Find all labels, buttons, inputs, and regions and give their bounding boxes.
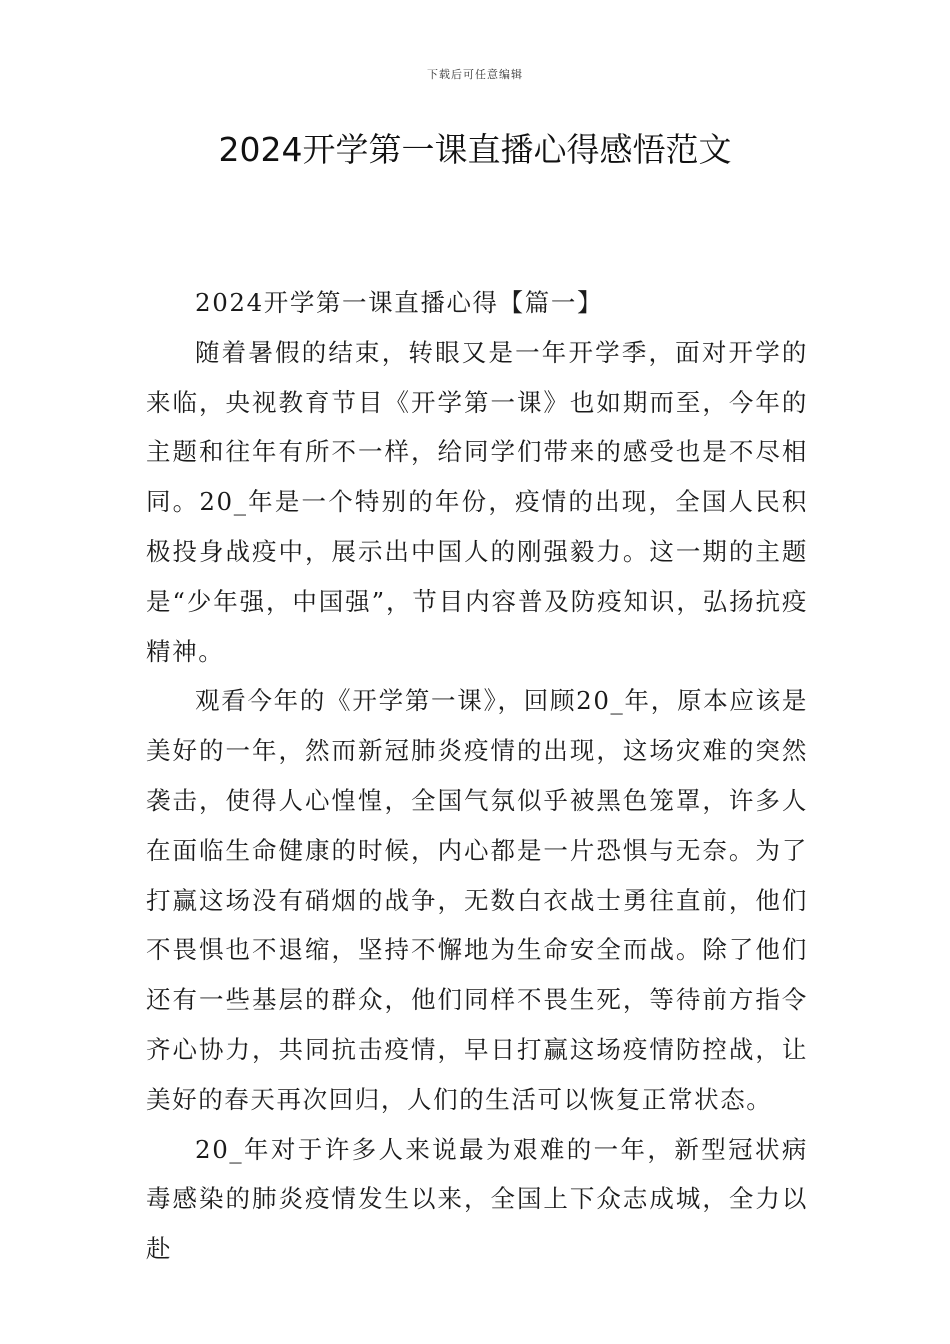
header-note: 下载后可任意编辑	[427, 68, 523, 81]
document-body	[146, 278, 808, 1274]
paragraph-3: 20_年对于许多人来说最为艰难的一年，新型冠状病毒感染的肺炎疫情发生以来，全国上下众志成城，全力以赴	[146, 1134, 808, 1264]
document-title: 2024开学第一课直播心得感悟范文	[218, 130, 732, 169]
paragraph-1: 随着暑假的结束，转眼又是一年开学季，面对开学的来临，央视教育节目《开学第一课》也如期而至，今年的主题和往年有所不一样，给同学们带来的感受也是不尽相同。20_年是一个特别的年份，疫情的出现，全国人民积极投身战疫中，展示出中国人的刚强毅力。这一期的主题是“少年强，中国强”，节目内容普及防疫知识，弘扬抗疫精神。	[146, 337, 808, 666]
paragraph-2: 观看今年的《开学第一课》，回顾20_年，原本应该是美好的一年，然而新冠肺炎疫情的出现，这场灾难的突然袭击，使得人心惶惶，全国气氛似乎被黑色笼罩，许多人在面临生命健康的时候，内心都是一片恐惧与无奈。为了打赢这场没有硝烟的战争，无数白衣战士勇往直前，他们不畏惧也不退缩，坚持不懈地为生命安全而战。除了他们还有一些基层的群众，他们同样不畏生死，等待前方指令齐心协力，共同抗击疫情，早日打赢这场疫情防控战，让美好的春天再次回归，人们的生活可以恢复正常状态。	[146, 686, 808, 1114]
section-heading: 2024开学第一课直播心得【篇一】	[195, 288, 604, 317]
